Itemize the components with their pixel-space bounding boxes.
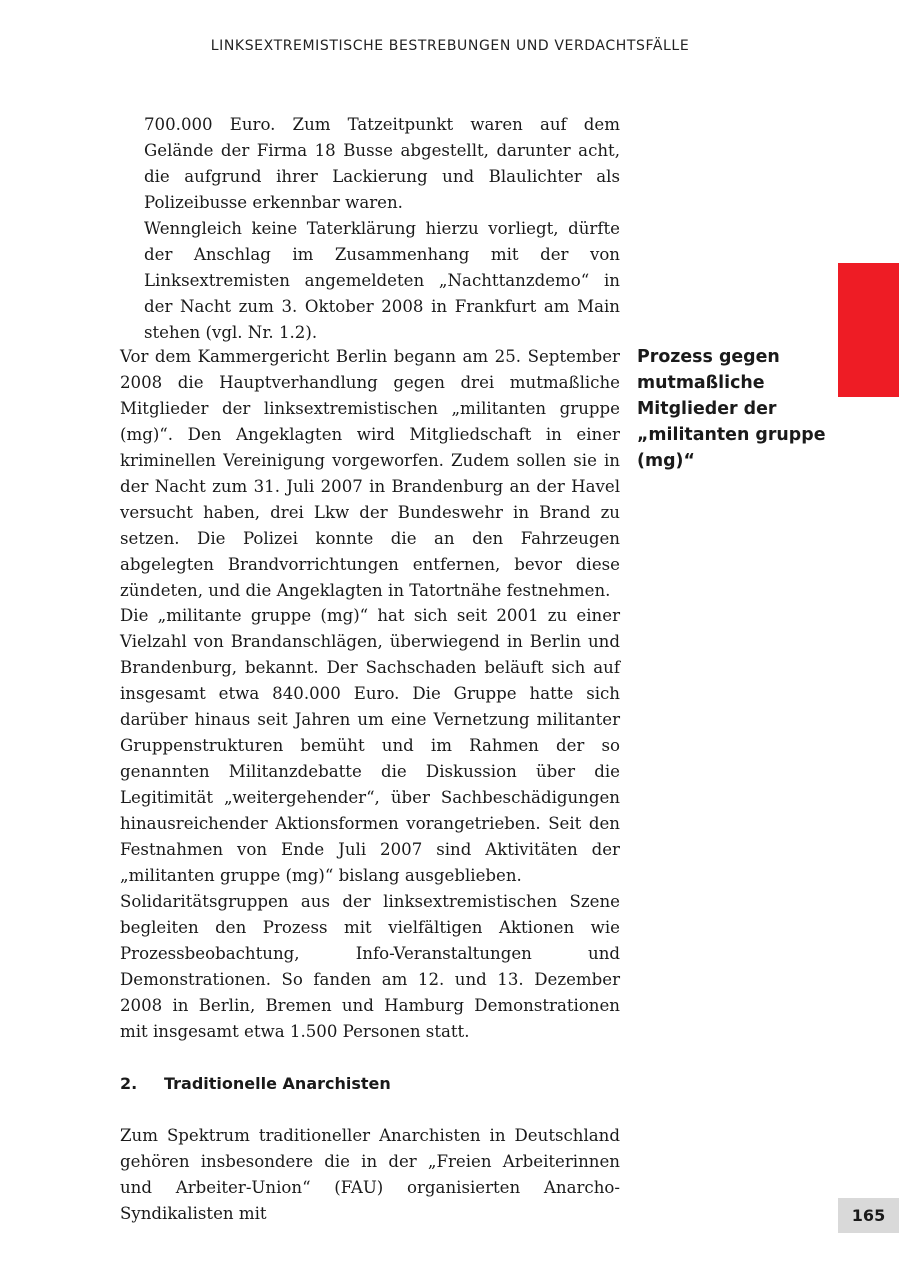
indented-paragraph: 700.000 Euro. Zum Tatzeitpunkt waren auf dem Gelände der Firma 18 Busse abgestellt, darunter acht, die aufgrund ihrer Lackierung und Blaulichter als Polizeibusse erkennbar waren. — [144, 115, 620, 212]
page-number: 165 — [838, 1198, 899, 1233]
section-heading — [120, 1071, 391, 1097]
section-title: Traditionelle Anarchisten — [164, 1074, 391, 1093]
chapter-tab-marker — [838, 263, 899, 397]
section-number: 2. — [120, 1074, 138, 1093]
body-paragraph: Zum Spektrum traditioneller Anarchisten in Deutschland gehören insbesondere die in der „Freien Arbeiterinnen und Arbeiter-Union“ (FAU) organisierten Anarcho-Syndikalisten mit — [120, 1126, 620, 1223]
margin-heading: Prozess gegen mutmaßliche Mitglieder der „militanten gruppe (mg)“ — [637, 347, 826, 471]
body-paragraph: Solidaritätsgruppen aus der linksextremistischen Szene begleiten den Prozess mit vielfältigen Aktionen wie Prozessbeobachtung, Info-Veranstaltungen und Demonstrationen. So fanden am 12. und 13. Dezember 2008 in Berlin, Bremen und Hamburg Demonstrationen mit insgesamt etwa 1.500 Personen statt. — [120, 892, 620, 1041]
indented-block — [144, 112, 620, 346]
body-paragraph: Vor dem Kammergericht Berlin begann am 25. September 2008 die Hauptverhandlung gegen drei mutmaßliche Mitglieder der linksextremistischen „militanten gruppe (mg)“. Den Angeklagten wird Mitgliedschaft in einer kriminellen Vereinigung vorgeworfen. Zudem sollen sie in der Nacht zum 31. Juli 2007 in Brandenburg an der Havel versucht haben, drei Lkw der Bundeswehr in Brand zu setzen. Die Polizei konnte die an den Fahrzeugen abgelegten Brandvorrichtungen entfernen, bevor diese zündeten, und die Angeklagten in Tatortnähe festnehmen. — [120, 347, 620, 600]
indented-paragraph: Wenngleich keine Taterklärung hierzu vorliegt, dürfte der Anschlag im Zusammenhang mit der von Linksextremisten angemeldeten „Nachttanzdemo“ in der Nacht zum 3. Oktober 2008 in Frankfurt am Main stehen (vgl. Nr. 1.2). — [144, 219, 620, 342]
body-paragraph: Die „militante gruppe (mg)“ hat sich seit 2001 zu einer Vielzahl von Brandanschlägen, überwiegend in Berlin und Brandenburg, bekannt. Der Sachschaden beläuft sich auf insgesamt etwa 840.000 Euro. Die Gruppe hatte sich darüber hinaus seit Jahren um eine Vernetzung militanter Gruppenstrukturen bemüht und im Rahmen der so genannten Militanzdebatte die Diskussion über die Legitimität „weitergehender“, über Sachbeschädigungen hinausreichender Aktionsformen vorangetrieben. Seit den Festnahmen von Ende Juli 2007 sind Aktivitäten der „militanten gruppe (mg)“ bislang ausgeblieben. — [120, 606, 620, 885]
running-header: LINKSEXTREMISTISCHE BESTREBUNGEN UND VERDACHTSFÄLLE — [210, 38, 690, 54]
